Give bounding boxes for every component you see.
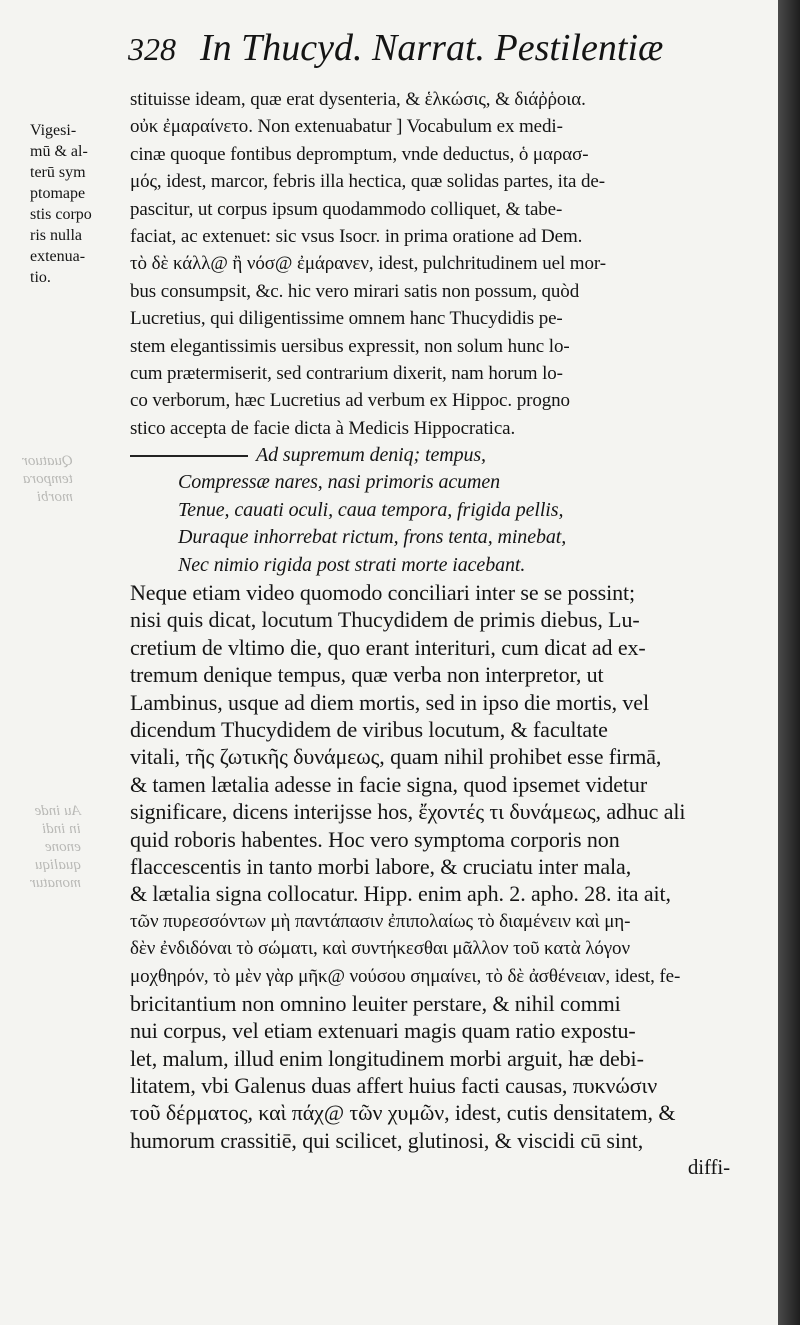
- marginal-note-line: mū & al-: [30, 143, 88, 160]
- text-line: litatem, vbi Galenus duas affert huius facti causas, πυκνώσιν: [130, 1073, 658, 1099]
- verse-line: Nec nimio rigida post strati morte iacebant.: [178, 553, 526, 576]
- text-line: significare, dicens interijsse hos, ἔχοντές τι δυνάμεως, adhuc ali: [130, 799, 686, 825]
- text-line: bricitantium non omnino leuiter perstare, & nihil commi: [130, 990, 621, 1016]
- text-line: dicendum Thucydidem de viribus locutum, & facultate: [130, 716, 608, 742]
- text-line: Lambinus, usque ad diem mortis, sed in ipso die mortis, vel: [130, 689, 649, 715]
- text-line: tremum denique tempus, quæ verba non interpretor, ut: [130, 662, 604, 688]
- text-line: stico accepta de facie dicta à Medicis Hippocratica.: [130, 417, 516, 439]
- verse-dash: [130, 455, 248, 457]
- text-line: Lucretius, qui diligentissime omnem hanc Thucydidis pe-: [130, 308, 563, 330]
- text-line: τῶν πυρεσσόντων μὴ παντάπασιν ἐπιπολαίως τὸ διαμένειν καὶ μη-: [130, 910, 631, 932]
- marginal-note-line: extenua-: [30, 248, 86, 265]
- text-line: stituisse ideam, quæ erat dysenteria, & ἑλκώσις, & διάῤῥοια.: [130, 89, 586, 110]
- verse-line: Compressæ nares, nasi primoris acumen: [178, 471, 501, 494]
- text-line: μός, idest, marcor, febris illa hectica, quæ solidas partes, ita de-: [130, 171, 605, 193]
- text-line: quid roboris habentes. Hoc vero symptoma corporis non: [130, 826, 620, 852]
- text-line: co verborum, hæc Lucretius ad verbum ex Hippoc. progno: [130, 390, 570, 412]
- show-through-text: Quatuor tempora morbi: [22, 453, 73, 505]
- text-line: faciat, ac extenuet: sic vsus Isocr. in prima oratione ad Dem.: [130, 225, 583, 247]
- text-line: humorum crassitiē, qui scilicet, glutinosi, & viscidi cū sint,: [130, 1127, 644, 1153]
- verse-line: [130, 442, 770, 469]
- text-line: Neque etiam video quomodo conciliari inter se se possint;: [130, 580, 636, 606]
- verse-text: Ad supremum deniq; tempus,: [256, 444, 486, 467]
- marginal-note-line: ris nulla: [30, 227, 82, 244]
- text-line: cum prætermiserit, sed contrarium dixerit, nam horum lo-: [130, 362, 563, 384]
- text-line: stem elegantissimis uersibus expressit, non solum hunc lo-: [130, 335, 570, 357]
- text-line: bus consumpsit, &c. hic vero mirari satis non possum, quòd: [130, 280, 580, 302]
- text-line: οὐκ ἐμαραίνετο. Non extenuabatur ] Vocabulum ex medi-: [130, 116, 563, 138]
- main-text: [130, 86, 770, 1182]
- text-line: δὲν ἐνδιδόναι τὸ σώματι, καὶ συντήκεσθαι μᾶλλον τοῦ κατὰ λόγον: [130, 938, 630, 960]
- page-edge-shadow: [778, 0, 800, 1325]
- catchword: diffi-: [687, 1155, 730, 1180]
- text-line: flaccescentis in tanto morbi labore, & cruciatu inter mala,: [130, 853, 632, 879]
- verse-line: Duraque inhorrebat rictum, frons tenta, minebat,: [178, 526, 567, 549]
- text-line: τὸ δὲ κάλλ@ ἢ νόσ@ ἐμάρανεν, idest, pulchritudinem uel mor-: [130, 253, 606, 275]
- marginal-note-line: ptomape: [30, 185, 86, 202]
- text-line: nui corpus, vel etiam extenuari magis quam ratio expostu-: [130, 1018, 636, 1044]
- marginal-note-line: tio.: [30, 269, 51, 286]
- verse-line: Tenue, cauati oculi, caua tempora, frigida pellis,: [178, 498, 564, 521]
- marginal-note: [30, 120, 122, 288]
- text-line: pascitur, ut corpus ipsum quodammodo colliquet, & tabe-: [130, 198, 563, 220]
- text-line: & tamen lætalia adesse in facie signa, quod ipsemet videtur: [130, 771, 648, 797]
- show-through-text: Au inde in indi enone qualiqu monatur: [30, 803, 81, 891]
- running-title: In Thucyd. Narrat. Pestilentiæ: [200, 27, 664, 69]
- text-line: vitali, τῆς ζωτικῆς δυνάμεως, quam nihil prohibet esse firmā,: [130, 744, 662, 770]
- text-line: μοχθηρόν, τὸ μὲν γὰρ μῆκ@ νούσου σημαίνει, τὸ δὲ ἀσθένειαν, idest, fe-: [130, 965, 681, 987]
- marginal-note-line: Vigesi-: [30, 122, 77, 139]
- text-line: cretium de vltimo die, quo erant interituri, cum dicat ad ex-: [130, 634, 646, 660]
- text-line: let, malum, illud enim longitudinem morbi arguit, hæ debi-: [130, 1045, 644, 1071]
- page-header: [128, 26, 768, 74]
- text-line: nisi quis dicat, locutum Thucydidem de primis diebus, Lu-: [130, 607, 640, 633]
- page-number: 328: [128, 31, 176, 67]
- marginal-note-line: stis corpo: [30, 206, 92, 223]
- marginal-note-line: terū sym: [30, 164, 86, 181]
- text-line: τοῦ δέρματος, καὶ πάχ@ τῶν χυμῶν, idest, cutis densitatem, &: [130, 1100, 676, 1126]
- text-line: cinæ quoque fontibus depromptum, vnde deductus, ὁ μαρασ-: [130, 143, 589, 165]
- text-line: & lætalia signa collocatur. Hipp. enim aph. 2. apho. 28. ita ait,: [130, 881, 671, 907]
